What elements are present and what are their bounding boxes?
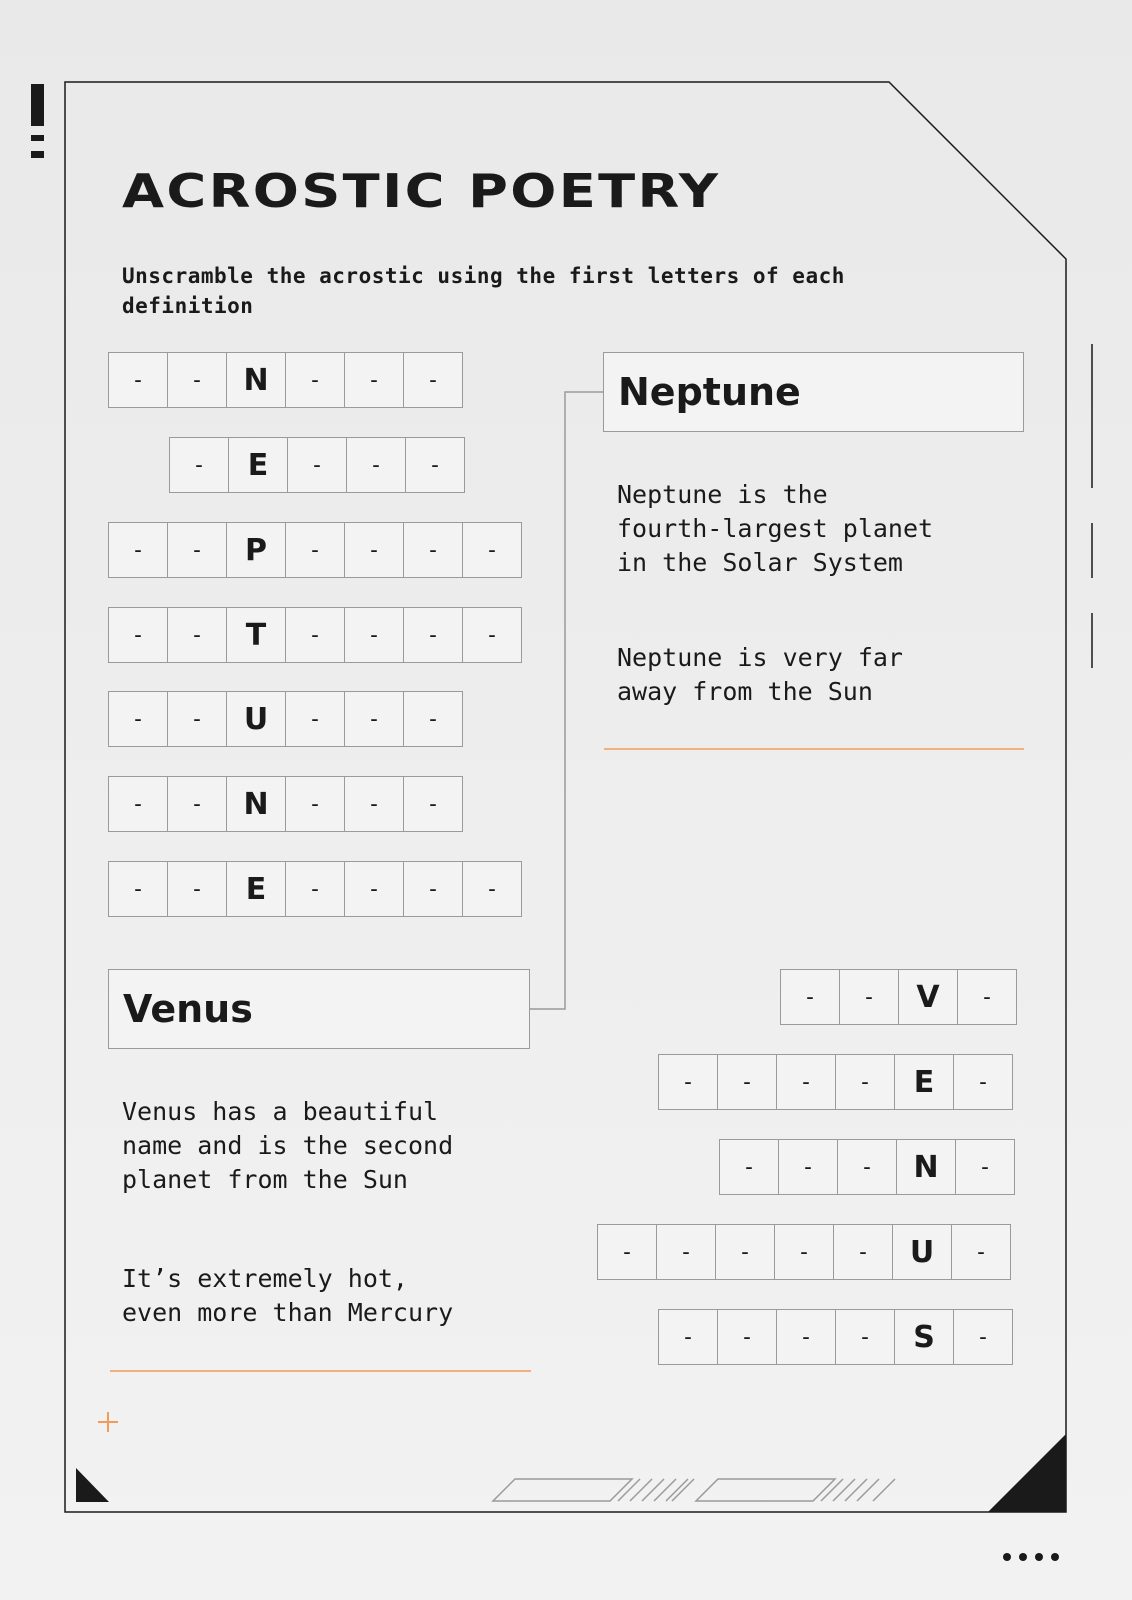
instructions: Unscramble the acrostic using the first letters of each definition bbox=[122, 264, 845, 318]
blank-cell[interactable]: - bbox=[108, 352, 168, 408]
dots-icon bbox=[1003, 1553, 1059, 1561]
blank-cell[interactable]: - bbox=[108, 607, 168, 663]
blank-cell[interactable]: - bbox=[462, 522, 522, 578]
blank-cell[interactable]: - bbox=[953, 1309, 1013, 1365]
blank-cell[interactable]: - bbox=[344, 861, 404, 917]
venus-row-3 bbox=[719, 1139, 1015, 1195]
blank-cell[interactable]: - bbox=[715, 1224, 775, 1280]
blank-cell[interactable]: - bbox=[839, 969, 899, 1025]
blank-cell[interactable]: - bbox=[462, 607, 522, 663]
neptune-definition-2: Neptune is very far away from the Sun bbox=[617, 643, 903, 706]
blank-cell[interactable]: - bbox=[403, 861, 463, 917]
venus-row-1 bbox=[780, 969, 1017, 1025]
blank-cell[interactable]: - bbox=[955, 1139, 1015, 1195]
blank-cell[interactable]: - bbox=[287, 437, 347, 493]
letter-cell[interactable]: E bbox=[226, 861, 286, 917]
venus-row-2 bbox=[658, 1054, 1013, 1110]
blank-cell[interactable]: - bbox=[403, 352, 463, 408]
letter-cell[interactable]: E bbox=[894, 1054, 954, 1110]
bottom-decoration bbox=[493, 1479, 895, 1501]
neptune-row-1 bbox=[108, 352, 463, 408]
blank-cell[interactable]: - bbox=[108, 522, 168, 578]
blank-cell[interactable]: - bbox=[344, 607, 404, 663]
page-title: ACROSTIC POETRY bbox=[122, 164, 721, 218]
blank-cell[interactable]: - bbox=[774, 1224, 834, 1280]
corner-triangle-icon bbox=[988, 1434, 1066, 1512]
blank-cell[interactable]: - bbox=[658, 1309, 718, 1365]
letter-cell[interactable]: T bbox=[226, 607, 286, 663]
blank-cell[interactable]: - bbox=[717, 1309, 777, 1365]
venus-row-5 bbox=[658, 1309, 1013, 1365]
neptune-label: Neptune bbox=[603, 352, 1024, 432]
blank-cell[interactable]: - bbox=[167, 607, 227, 663]
venus-definition-1: Venus has a beautiful name and is the second planet from the Sun bbox=[122, 1097, 454, 1194]
corner-triangle-icon bbox=[76, 1468, 109, 1502]
blank-cell[interactable]: - bbox=[285, 691, 345, 747]
blank-cell[interactable]: - bbox=[285, 776, 345, 832]
blank-cell[interactable]: - bbox=[717, 1054, 777, 1110]
blank-cell[interactable]: - bbox=[780, 969, 840, 1025]
blank-cell[interactable]: - bbox=[344, 776, 404, 832]
blank-cell[interactable]: - bbox=[778, 1139, 838, 1195]
blank-cell[interactable]: - bbox=[285, 522, 345, 578]
blank-cell[interactable]: - bbox=[837, 1139, 897, 1195]
blank-cell[interactable]: - bbox=[656, 1224, 716, 1280]
blank-cell[interactable]: - bbox=[953, 1054, 1013, 1110]
blank-cell[interactable]: - bbox=[405, 437, 465, 493]
blank-cell[interactable]: - bbox=[344, 522, 404, 578]
blank-cell[interactable]: - bbox=[344, 691, 404, 747]
blank-cell[interactable]: - bbox=[719, 1139, 779, 1195]
letter-cell[interactable]: N bbox=[226, 776, 286, 832]
neptune-definition-1: Neptune is the fourth-largest planet in the Solar System bbox=[617, 480, 934, 577]
neptune-row-5 bbox=[108, 691, 463, 747]
letter-cell[interactable]: E bbox=[228, 437, 288, 493]
blank-cell[interactable]: - bbox=[462, 861, 522, 917]
letter-cell[interactable]: U bbox=[226, 691, 286, 747]
blank-cell[interactable]: - bbox=[658, 1054, 718, 1110]
letter-cell[interactable]: P bbox=[226, 522, 286, 578]
letter-cell[interactable]: V bbox=[898, 969, 958, 1025]
blank-cell[interactable]: - bbox=[167, 691, 227, 747]
plus-icon bbox=[98, 1412, 118, 1432]
blank-cell[interactable]: - bbox=[951, 1224, 1011, 1280]
blank-cell[interactable]: - bbox=[403, 607, 463, 663]
blank-cell[interactable]: - bbox=[833, 1224, 893, 1280]
blank-cell[interactable]: - bbox=[167, 522, 227, 578]
blank-cell[interactable]: - bbox=[285, 861, 345, 917]
venus-label: Venus bbox=[108, 969, 530, 1049]
venus-row-4 bbox=[597, 1224, 1011, 1280]
blank-cell[interactable]: - bbox=[108, 691, 168, 747]
blank-cell[interactable]: - bbox=[285, 607, 345, 663]
blank-cell[interactable]: - bbox=[835, 1054, 895, 1110]
blank-cell[interactable]: - bbox=[776, 1054, 836, 1110]
blank-cell[interactable]: - bbox=[167, 352, 227, 408]
neptune-row-6 bbox=[108, 776, 463, 832]
blank-cell[interactable]: - bbox=[108, 776, 168, 832]
blank-cell[interactable]: - bbox=[597, 1224, 657, 1280]
blank-cell[interactable]: - bbox=[835, 1309, 895, 1365]
blank-cell[interactable]: - bbox=[346, 437, 406, 493]
blank-cell[interactable]: - bbox=[169, 437, 229, 493]
neptune-row-4 bbox=[108, 607, 522, 663]
blank-cell[interactable]: - bbox=[167, 776, 227, 832]
blank-cell[interactable]: - bbox=[167, 861, 227, 917]
neptune-row-7 bbox=[108, 861, 522, 917]
blank-cell[interactable]: - bbox=[108, 861, 168, 917]
blank-cell[interactable]: - bbox=[403, 691, 463, 747]
letter-cell[interactable]: N bbox=[896, 1139, 956, 1195]
blank-cell[interactable]: - bbox=[403, 776, 463, 832]
blank-cell[interactable]: - bbox=[957, 969, 1017, 1025]
neptune-row-3 bbox=[108, 522, 522, 578]
neptune-row-2 bbox=[169, 437, 465, 493]
letter-cell[interactable]: U bbox=[892, 1224, 952, 1280]
venus-definition-2: It’s extremely hot, even more than Mercury bbox=[122, 1264, 454, 1327]
blank-cell[interactable]: - bbox=[776, 1309, 836, 1365]
connector-line bbox=[530, 392, 604, 1009]
blank-cell[interactable]: - bbox=[285, 352, 345, 408]
blank-cell[interactable]: - bbox=[403, 522, 463, 578]
letter-cell[interactable]: S bbox=[894, 1309, 954, 1365]
blank-cell[interactable]: - bbox=[344, 352, 404, 408]
letter-cell[interactable]: N bbox=[226, 352, 286, 408]
